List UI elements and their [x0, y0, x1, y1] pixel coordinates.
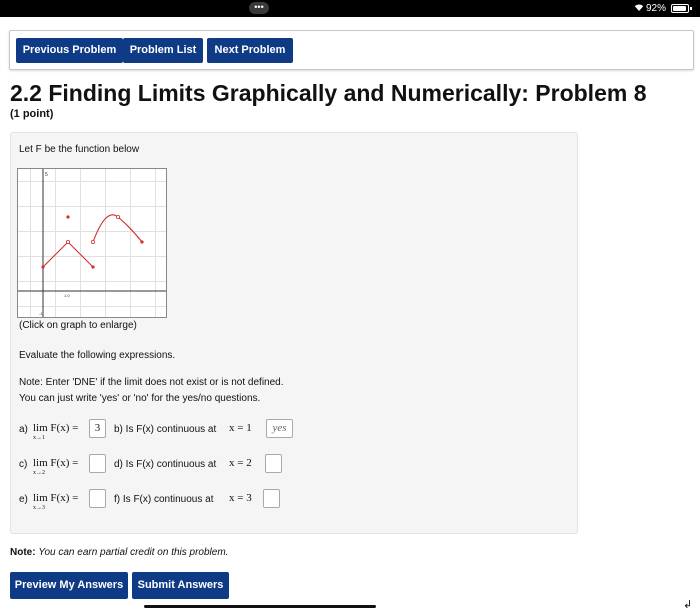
answer-e-input[interactable] — [89, 489, 106, 508]
home-indicator[interactable] — [144, 605, 376, 608]
note-dne: Note: Enter 'DNE' if the limit does not exist or is not defined. — [19, 377, 284, 388]
problem-points: (1 point) — [10, 108, 54, 120]
battery-tip — [690, 7, 692, 10]
question-f-label: f) Is F(x) continuous at — [114, 494, 214, 505]
problem-list-button[interactable] — [123, 38, 203, 63]
question-a-limit: lim F(x) = — [33, 422, 79, 434]
function-graph[interactable] — [17, 168, 167, 318]
partial-credit-note — [10, 547, 228, 558]
question-d-label: d) Is F(x) continuous at — [114, 459, 217, 470]
status-bar — [0, 0, 700, 17]
y-axis-tick-label: 5 — [45, 172, 48, 178]
problem-navbar — [9, 30, 694, 70]
battery-level — [673, 6, 686, 11]
question-c-limit: lim F(x) = — [33, 457, 79, 469]
previous-problem-button[interactable]: Previous Problem — [16, 38, 123, 63]
preview-answers-button[interactable]: Preview My Answers — [10, 572, 128, 599]
note-text: You can earn partial credit on this problem. — [38, 547, 229, 558]
battery-percent: 92% — [646, 3, 667, 14]
graph-points — [41, 215, 143, 268]
battery-icon — [671, 4, 689, 13]
graph-caption: (Click on graph to enlarge) — [19, 320, 137, 331]
question-e-label: e) — [19, 494, 28, 505]
corner-mark: ↲ — [683, 599, 693, 611]
page-title: 2.2 Finding Limits Graphically and Numerically: Problem 8 — [10, 80, 647, 106]
note-label: Note: — [10, 547, 36, 558]
question-f-point: x = 3 — [229, 492, 252, 504]
multitask-dots-icon[interactable]: ••• — [249, 2, 269, 14]
answer-a-input[interactable]: 3 — [89, 419, 106, 438]
evaluate-instruction: Evaluate the following expressions. — [19, 350, 176, 361]
answer-c-input[interactable] — [89, 454, 106, 473]
note-yes-no: You can just write 'yes' or 'no' for the yes/no questions. — [19, 393, 261, 404]
answer-d-input[interactable] — [265, 454, 282, 473]
question-a-sub: x→1 — [33, 435, 45, 441]
y-axis-tick-label-bottom: -1 — [39, 311, 43, 316]
wifi-icon — [634, 3, 644, 14]
problem-list-label: Problem List — [129, 44, 197, 56]
x-axis-tick-label: 1.0 — [64, 293, 70, 298]
submit-answers-button[interactable]: Submit Answers — [132, 572, 229, 599]
answer-f-input[interactable] — [263, 489, 280, 508]
question-c-sub: x→2 — [33, 470, 45, 476]
answer-b-input[interactable]: yes — [266, 419, 293, 438]
question-e-sub: x→3 — [33, 505, 45, 511]
question-b-point: x = 1 — [229, 422, 252, 434]
question-c-label: c) — [19, 459, 28, 470]
question-e-limit: lim F(x) = — [33, 492, 79, 504]
next-problem-button[interactable]: Next Problem — [207, 38, 293, 63]
question-d-point: x = 2 — [229, 457, 252, 469]
problem-intro: Let F be the function below — [19, 144, 140, 155]
question-a-label: a) — [19, 424, 28, 435]
question-b-label: b) Is F(x) continuous at — [114, 424, 217, 435]
graph-svg — [18, 169, 166, 317]
